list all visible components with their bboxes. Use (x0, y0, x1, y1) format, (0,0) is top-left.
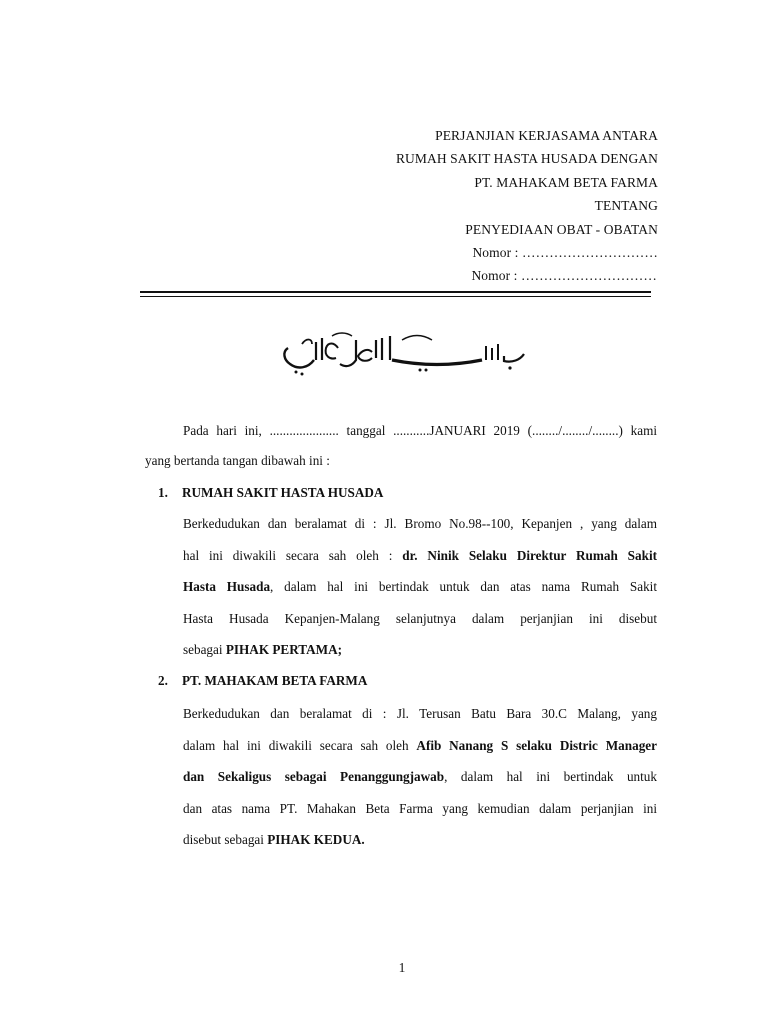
party-1-line-5-text: sebagai (183, 642, 226, 657)
party-2-line-5-text: disebut sebagai (183, 832, 268, 847)
agreement-header (238, 124, 658, 288)
party-2-heading (158, 673, 367, 689)
intro-line-1: Pada hari ini, ..................... tanggal ...........JANUARI 2019 (......../......../........) kami (183, 423, 657, 438)
header-title-line-1: PERJANJIAN KERJASAMA ANTARA (435, 128, 658, 143)
party-2-line-3 (183, 761, 657, 793)
party-2-line-1: Berkedudukan dan beralamat di : Jl. Terusan Batu Bara 30.C Malang, yang (183, 706, 657, 721)
party-1-line-3 (183, 571, 657, 603)
intro-line-2: yang bertanda tangan dibawah ini : (145, 453, 330, 468)
party-2-role: PIHAK KEDUA. (267, 832, 365, 847)
party-1-line-3-text: , dalam hal ini bertindak untuk dan atas nama Rumah Sakit (270, 579, 657, 594)
party-2-number: 2. (158, 673, 168, 688)
party-2-line-3-text: , dalam hal ini bertindak untuk (444, 769, 657, 784)
party-1-line-4: Hasta Husada Kepanjen-Malang selanjutnya dalam perjanjian ini disebut (183, 610, 657, 626)
party-2-line-2 (183, 730, 657, 762)
header-nomor-2: Nomor : ………………………… (471, 268, 657, 284)
party-2-line-4: dan atas nama PT. Mahakan Beta Farma yang kemudian dalam perjanjian ini (183, 800, 657, 816)
party-1-representative: dr. Ninik Selaku Direktur Rumah Sakit (402, 547, 657, 563)
header-divider-thick (140, 291, 651, 293)
party-1-institution: Hasta Husada (183, 579, 271, 594)
header-title-line-4: TENTANG (594, 198, 658, 214)
party-1-line-1: Berkedudukan dan beralamat di : Jl. Bromo No.98--100, Kepanjen , yang dalam (183, 516, 657, 531)
header-title-line-5: PENYEDIAAN OBAT - OBATAN (465, 221, 658, 237)
party-1-line-5 (183, 634, 657, 666)
party-2-body (183, 698, 657, 856)
basmala-calligraphy (272, 330, 534, 382)
party-2-responsibility: dan Sekaligus sebagai Penanggungjawab (183, 769, 445, 784)
header-title-line-2: RUMAH SAKIT HASTA HUSADA DENGAN (395, 151, 658, 167)
intro-paragraph (145, 420, 657, 472)
header-title-line-3: PT. MAHAKAM BETA FARMA (474, 174, 658, 190)
party-1-role: PIHAK PERTAMA; (225, 642, 342, 657)
party-2-line-5 (183, 824, 657, 856)
party-2-representative: Afib Nanang S selaku Distric Manager (416, 737, 657, 753)
page-number: 1 (398, 960, 406, 975)
party-1-title: RUMAH SAKIT HASTA HUSADA (182, 485, 384, 500)
header-nomor-1: Nomor : ………………………… (472, 245, 658, 261)
party-1-line-2-text: hal ini diwakili secara sah oleh : (183, 547, 403, 563)
party-2-line-2-text: dalam hal ini diwakili secara sah oleh (183, 737, 417, 753)
party-1-line-2 (183, 540, 657, 572)
party-1-heading (158, 485, 383, 501)
party-1-number: 1. (158, 485, 168, 500)
header-divider-thin (140, 296, 651, 297)
party-1-body (183, 508, 657, 666)
party-2-title: PT. MAHAKAM BETA FARMA (182, 673, 368, 688)
